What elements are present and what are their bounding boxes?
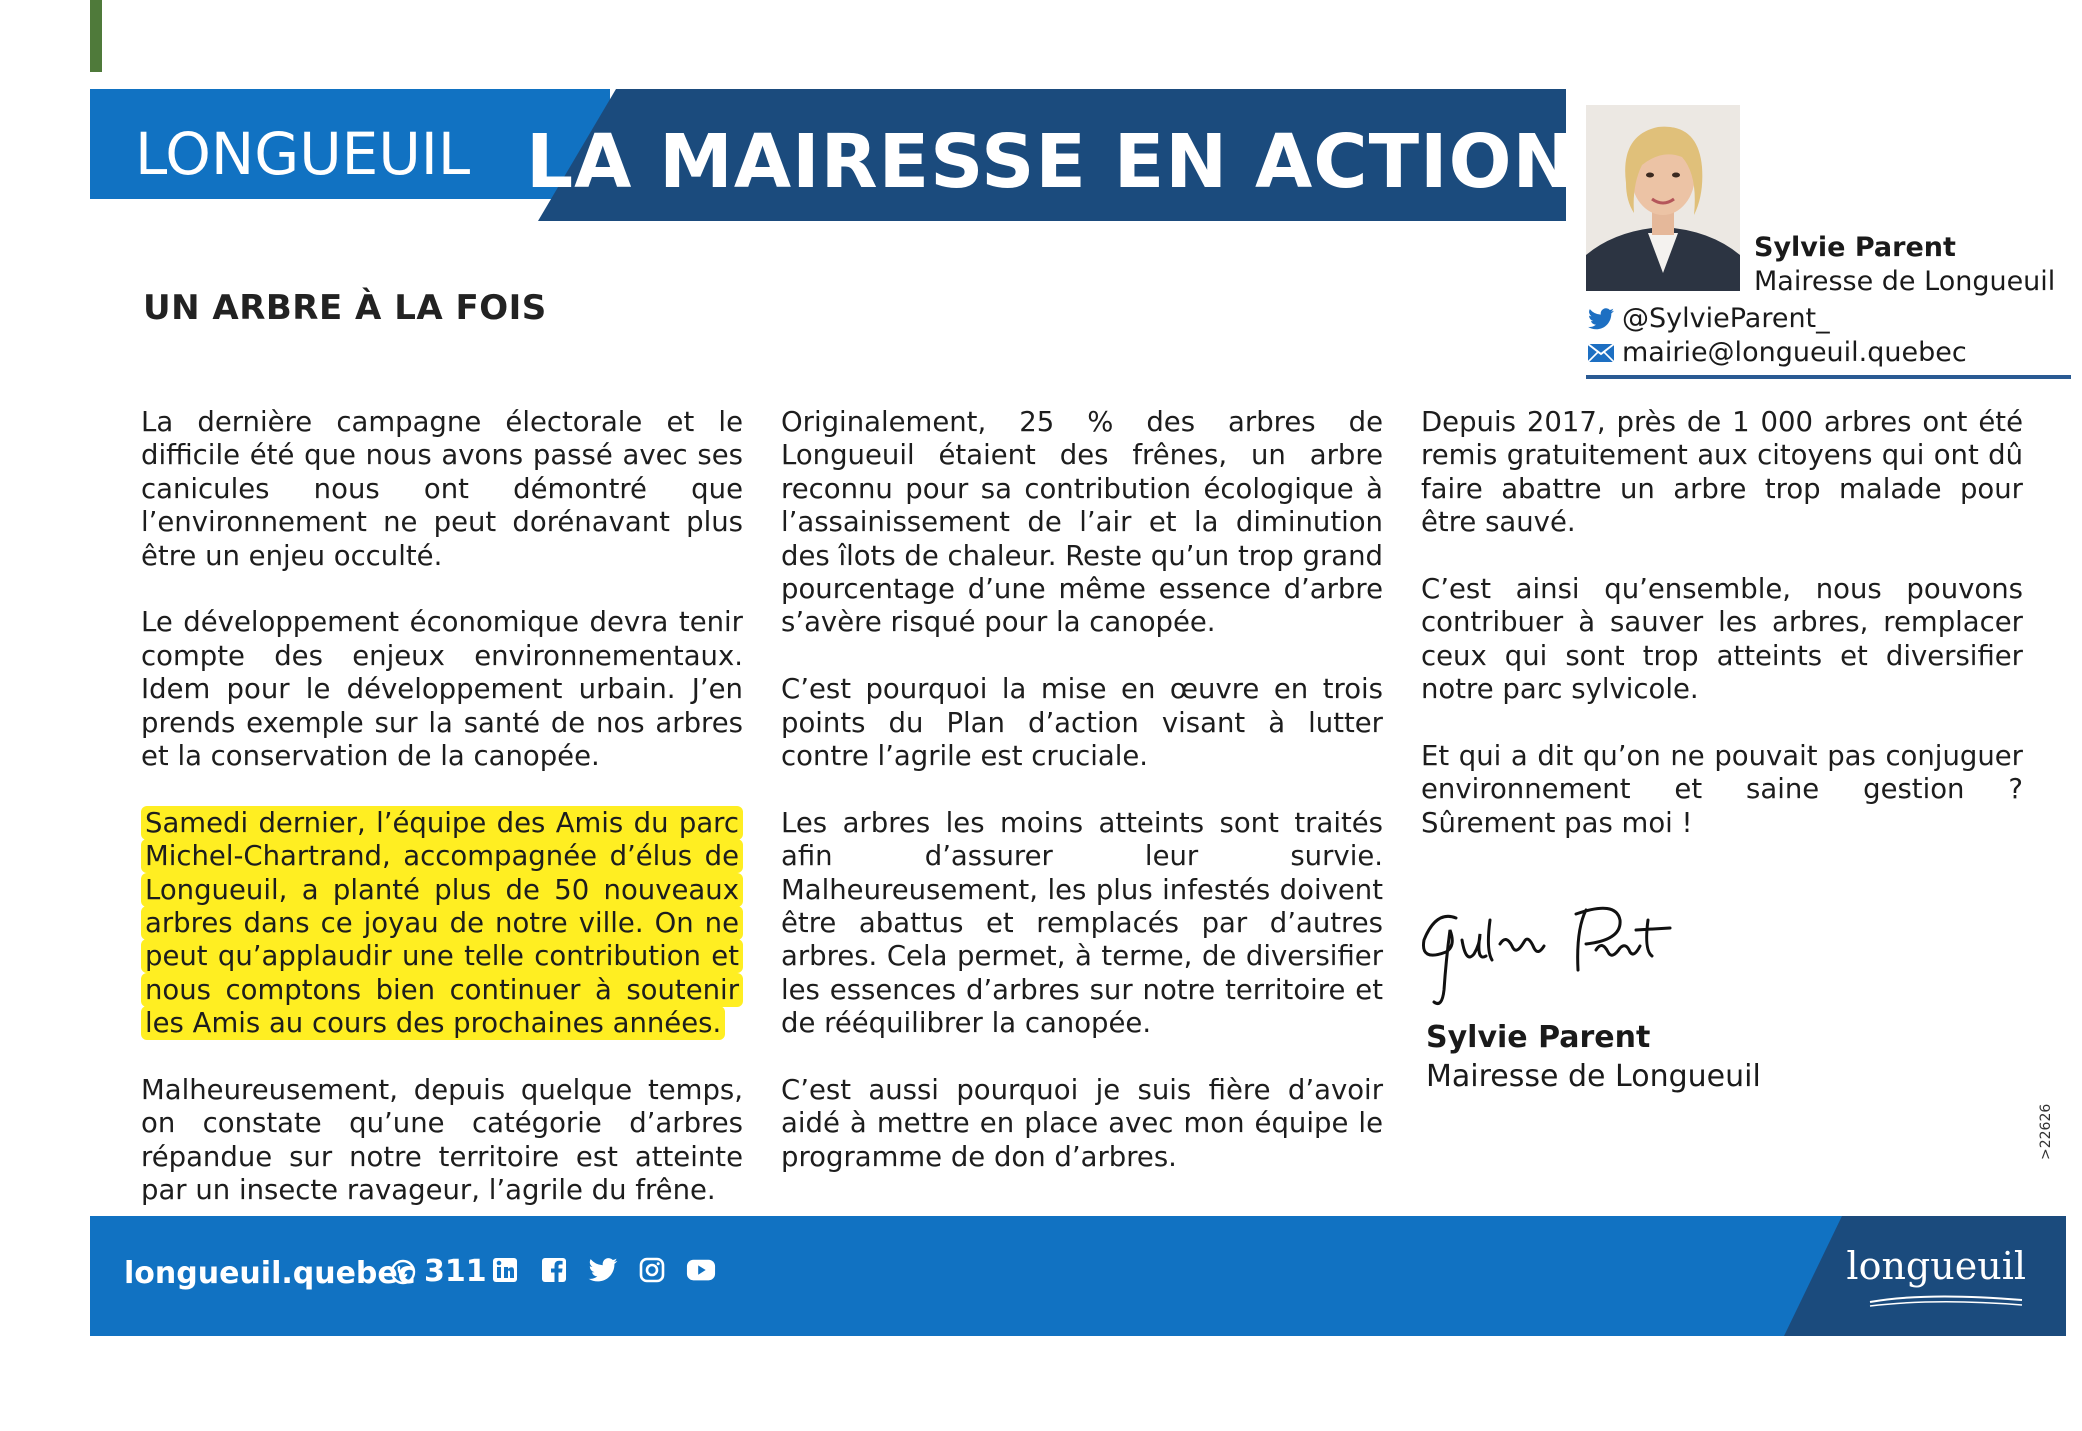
reference-code: >22626 [2038, 1103, 2054, 1160]
twitter-icon [1586, 304, 1616, 334]
signoff-role: Mairesse de Longueuil [1426, 1059, 1761, 1094]
footer-phone[interactable] [390, 1254, 487, 1289]
mayor-name: Sylvie Parent [1754, 232, 1956, 263]
logo-swoosh-icon [1866, 1294, 2026, 1310]
linkedin-icon[interactable] [490, 1255, 520, 1285]
article-subhead: UN ARBRE À LA FOIS [143, 288, 547, 328]
mail-icon [1586, 338, 1616, 368]
header-title: LA MAIRESSE EN ACTION [526, 119, 1576, 205]
paragraph: C’est ainsi qu’ensemble, nous pouvons contribuer à sauver les arbres, remplacer ceux qui sont trop atteints et diversifier notre parc sylvicole. [1421, 573, 2023, 706]
instagram-icon[interactable] [637, 1255, 667, 1285]
email-address: mairie@longueuil.quebec [1622, 337, 1967, 368]
paragraph: Le développement économique devra tenir compte des enjeux environnementaux. Idem pour le développement urbain. J’en prends exemple sur la santé de nos arbres et la conservation de la canopée. [141, 606, 743, 773]
twitter-icon[interactable] [588, 1255, 618, 1285]
footer-social-links [490, 1255, 735, 1285]
paragraph: Malheureusement, depuis quelque temps, on constate qu’une catégorie d’arbres répandue sur notre territoire est atteinte par un insecte ravageur, l’agrile du frêne. [141, 1074, 743, 1207]
twitter-handle: @SylvieParent_ [1622, 303, 1830, 334]
article-column-1 [141, 406, 743, 1241]
header-city: LONGUEUIL [135, 120, 471, 188]
paragraph: La dernière campagne électorale et le difficile été que nous avons passé avec ses canicules nous ont démontré que l’environnement ne peut dorénavant plus être un enjeu occulté. [141, 406, 743, 572]
paragraph: Les arbres les moins atteints sont traités afin d’assurer leur survie. Malheureusement, les plus infestés doivent être abattus et remplacés par d’autres arbres. Cela permet, à terme, de diversifier les essences d’arbres sur notre territoire et de rééquilibrer la canopée. [781, 806, 1383, 1040]
handwritten-signature [1416, 890, 1686, 1010]
youtube-icon[interactable] [686, 1255, 716, 1285]
signoff [1426, 1018, 1761, 1096]
email-contact[interactable] [1586, 336, 1967, 370]
paragraph: Originalement, 25 % des arbres de Longueuil étaient des frênes, un arbre reconnu pour sa contribution écologique à l’assainissement de l’air et la diminution des îlots de chaleur. Reste qu’un trop grand pourcentage d’une même essence d’arbre s’avère risqué pour la canopée. [781, 406, 1383, 639]
mayor-info [1754, 231, 2055, 299]
paragraph: Et qui a dit qu’on ne pouvait pas conjuguer environnement et saine gestion ? Sûrement pas moi ! [1421, 740, 2023, 839]
top-green-bar [90, 0, 102, 72]
article-column-3 [1421, 406, 2023, 874]
facebook-icon[interactable] [539, 1255, 569, 1285]
mayor-role: Mairesse de Longueuil [1754, 266, 2056, 297]
paragraph: C’est aussi pourquoi je suis fière d’avoir aidé à mettre en place avec mon équipe le programme de don d’arbres. [781, 1074, 1383, 1173]
footer-logo: longueuil [1846, 1244, 2026, 1288]
footer-website-link[interactable]: longueuil.quebec [124, 1256, 416, 1291]
highlighted-text: Samedi dernier, l’équipe des Amis du parc Michel-Chartrand, accompagnée d’élus de Longueuil, a planté plus de 50 nouveaux arbres dans ce joyau de notre ville. On ne peut qu’applaudir une telle contribution et nous comptons bien continuer à soutenir les Amis au cours des prochaines années. [141, 806, 743, 1040]
mayor-contacts [1586, 302, 1967, 370]
twitter-contact[interactable] [1586, 302, 1967, 336]
phone-icon [390, 1259, 416, 1285]
phone-number: 311 [424, 1254, 487, 1289]
paragraph: C’est pourquoi la mise en œuvre en trois points du Plan d’action visant à lutter contre l’agrile est cruciale. [781, 673, 1383, 773]
paragraph: Depuis 2017, près de 1 000 arbres ont été remis gratuitement aux citoyens qui ont dû faire abattre un arbre trop malade pour être sauvé. [1421, 406, 2023, 539]
footer-bar [90, 1216, 2066, 1336]
contact-divider [1586, 375, 2071, 379]
article-column-2 [781, 406, 1383, 1208]
mayor-photo [1586, 105, 1740, 291]
signoff-name: Sylvie Parent [1426, 1020, 1651, 1055]
header-banner [90, 89, 1576, 221]
highlighted-paragraph [141, 807, 743, 1041]
